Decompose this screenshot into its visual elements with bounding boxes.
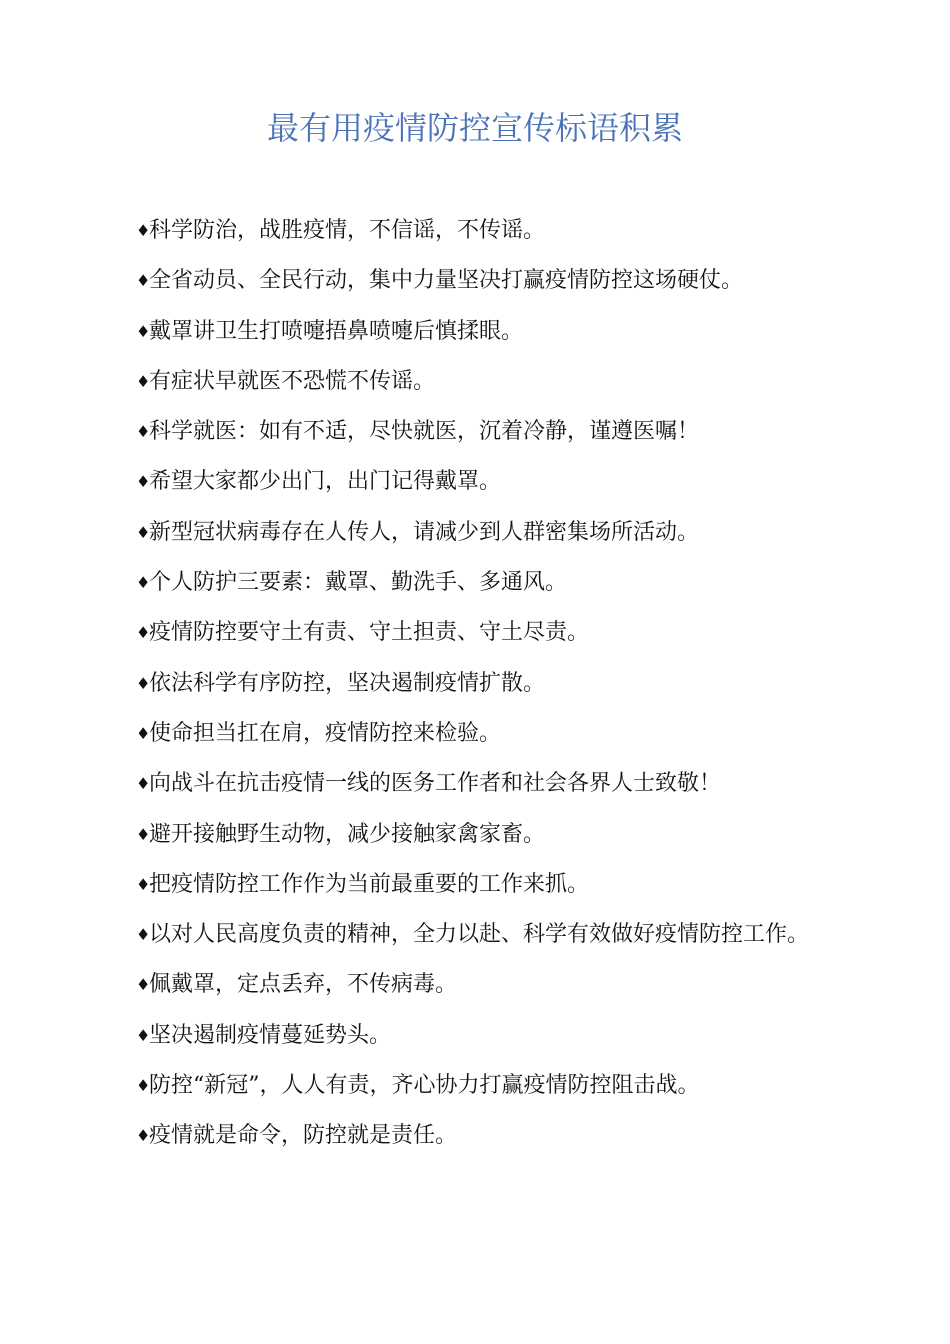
slogan-text: 避开接触野生动物，减少接触家禽家畜。: [149, 821, 546, 847]
slogan-text: 把疫情防控工作作为当前最重要的工作来抓。: [149, 871, 590, 897]
slogan-text: 戴罩讲卫生打喷嚏捂鼻喷嚏后慎揉眼。: [149, 318, 524, 344]
slogan-item: [136, 1011, 826, 1061]
slogan-item: [136, 709, 826, 759]
slogan-item: [136, 508, 826, 558]
slogan-item: [136, 558, 826, 608]
slogan-text: 坚决遏制疫情蔓延势头。: [149, 1022, 392, 1048]
slogan-item: [136, 1111, 826, 1161]
slogan-list: [136, 206, 826, 1162]
diamond-bullet-icon: ♦: [136, 573, 151, 593]
diamond-bullet-icon: ♦: [136, 874, 151, 894]
slogan-text: 科学就医：如有不适，尽快就医，沉着冷静，谨遵医嘱！: [149, 419, 700, 445]
document-title: 最有用疫情防控宣传标语积累: [266, 109, 683, 147]
slogan-text: 向战斗在抗击疫情一线的医务工作者和社会各界人士致敬！: [149, 771, 722, 797]
slogan-text: 疫情防控要守土有责、守土担责、守土尽责。: [149, 620, 590, 646]
slogan-text: 防控“新冠”，人人有责，齐心协力打赢疫情防控阻击战。: [149, 1073, 700, 1099]
slogan-text: 使命担当扛在肩，疫情防控来检验。: [149, 720, 502, 746]
slogan-item: [136, 206, 826, 256]
slogan-text: 佩戴罩，定点丢弃，不传病毒。: [149, 972, 458, 998]
slogan-text: 新型冠状病毒存在人传人，请减少到人群密集场所活动。: [149, 519, 700, 545]
slogan-item: [136, 407, 826, 457]
slogan-item: [136, 457, 826, 507]
slogan-item: [136, 759, 826, 809]
slogan-text: 科学防治，战胜疫情，不信谣，不传谣。: [149, 218, 546, 243]
slogan-item: [136, 256, 826, 306]
diamond-bullet-icon: ♦: [136, 371, 151, 391]
slogan-item: [136, 608, 826, 658]
slogan-text: 依法科学有序防控，坚决遏制疫情扩散。: [149, 670, 546, 696]
slogan-text: 个人防护三要素：戴罩、勤洗手、多通风。: [149, 570, 568, 596]
diamond-bullet-icon: ♦: [136, 1076, 151, 1096]
slogan-item: [136, 910, 826, 960]
diamond-bullet-icon: ♦: [136, 975, 151, 995]
diamond-bullet-icon: ♦: [136, 1025, 151, 1045]
slogan-item: [136, 307, 826, 357]
slogan-text: 希望大家都少出门，出门记得戴罩。: [149, 469, 502, 495]
slogan-item: [136, 1061, 826, 1111]
diamond-bullet-icon: ♦: [136, 522, 151, 542]
diamond-bullet-icon: ♦: [136, 623, 151, 643]
diamond-bullet-icon: ♦: [136, 673, 151, 693]
slogan-text: 以对人民高度负责的精神，全力以赴、科学有效做好疫情防控工作。: [149, 922, 810, 948]
slogan-item: [136, 659, 826, 709]
diamond-bullet-icon: ♦: [136, 774, 151, 794]
diamond-bullet-icon: ♦: [136, 1126, 151, 1146]
slogan-text: 全省动员、全民行动，集中力量坚决打赢疫情防控这场硬仗。: [149, 268, 744, 294]
diamond-bullet-icon: ♦: [136, 723, 151, 743]
slogan-text: 疫情就是命令，防控就是责任。: [149, 1123, 458, 1149]
diamond-bullet-icon: ♦: [136, 824, 151, 844]
diamond-bullet-icon: ♦: [136, 321, 151, 341]
slogan-item: [136, 810, 826, 860]
diamond-bullet-icon: ♦: [136, 925, 151, 945]
diamond-bullet-icon: ♦: [136, 422, 151, 442]
diamond-bullet-icon: ♦: [136, 221, 151, 240]
slogan-item: [136, 860, 826, 910]
slogan-item: [136, 960, 826, 1010]
slogan-item: [136, 357, 826, 407]
diamond-bullet-icon: ♦: [136, 472, 151, 492]
diamond-bullet-icon: ♦: [136, 271, 151, 291]
slogan-text: 有症状早就医不恐慌不传谣。: [149, 368, 436, 394]
